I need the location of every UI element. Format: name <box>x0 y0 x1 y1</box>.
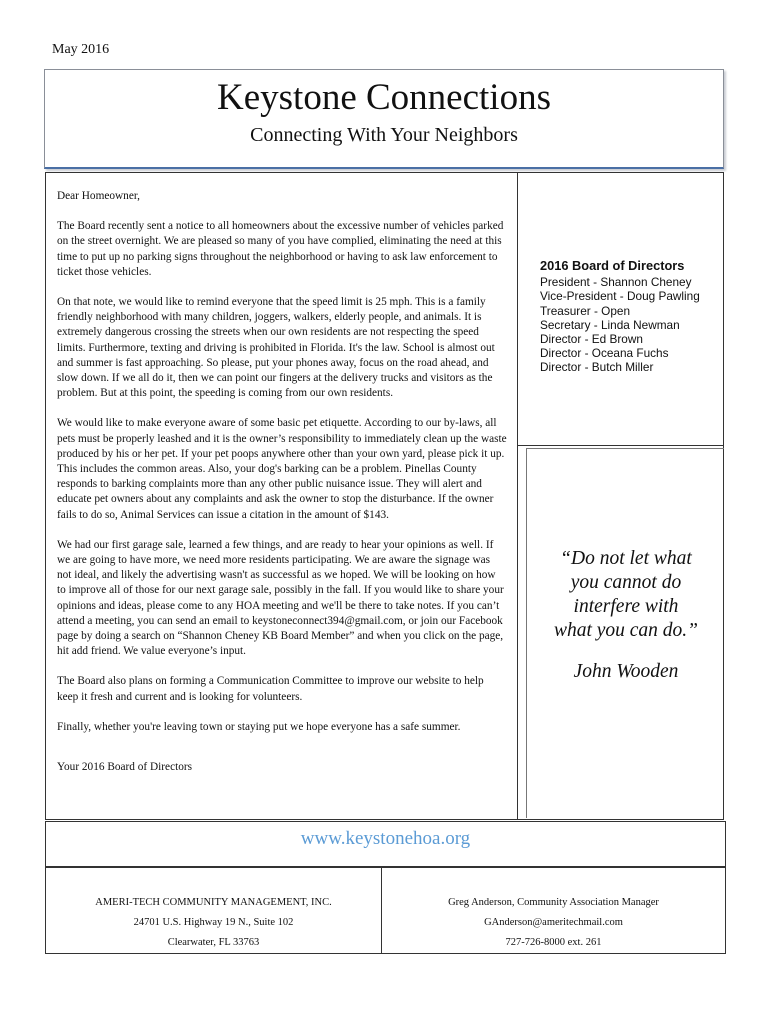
letter-paragraph: The Board also plans on forming a Communication Committee to improve our website to help keep it fresh and current and is looking for volunteers. <box>57 675 484 703</box>
letter-paragraph: The Board recently sent a notice to all homeowners about the excessive number of vehicles parked on the street overnight. We are pleased so many of you have complied, eliminating the need at this time to put up no parking signs throughout the neighborhood or having to ask law enforcement to ticket those vehicles. <box>57 220 504 278</box>
website-banner <box>45 821 726 867</box>
board-member: Secretary - Linda Newman <box>540 317 680 332</box>
quote-line: you cannot do <box>570 572 682 593</box>
quote-line: interfere with <box>573 596 679 617</box>
quote-box <box>518 446 724 820</box>
letter-paragraph: We would like to make everyone aware of some basic pet etiquette. According to our by-laws, all pets must be properly leashed and it is the owner’s responsibility to immediately clean up the waste produced by his or her pet. If your pet poops anywhere other than your own yard, please pick it up. This includes the common areas. Also, your dog's barking can be a problem. Pinellas County responds to barking complaints more than any other public nuisance issue. They will alert and educate pet owners about any complaints and ask the owner to stop the disturbance. If the owner fails to do so, Animal Services can issue a citation in the amount of $143. <box>57 417 507 521</box>
letter-paragraph: We had our first garage sale, learned a few things, and are ready to hear your opinions as well. If we are going to have more, we need more residents participating. We are aware the signage was not ideal, and likely the advertising wasn't as successful as we hoped. We will be looking on how to improve all of those for our next garage sale, possibly in the fall. If you would like to share your opinions and ideas, please come to any HOA meeting and we'll be there to take notes. If you can’t attend a meeting, you can send an email to keystoneconnect394@gmail.com, or join our Facebook page by doing a search on “Shannon Cheney KB Board Member” and when you click on the page, hit add friend. We value everyone’s input. <box>57 538 504 658</box>
board-member: President - Shannon Cheney <box>540 275 692 290</box>
management-company-info <box>46 868 382 953</box>
newsletter-title: Keystone Connections <box>217 77 551 118</box>
letter-paragraph: Dear Homeowner, <box>57 190 140 202</box>
quote-text <box>527 547 725 643</box>
board-member: Director - Butch Miller <box>540 360 654 375</box>
manager-phone: 727-726-8000 ext. 261 <box>505 937 602 948</box>
quote-line: what you can do.” <box>553 620 699 641</box>
board-member: Director - Oceana Fuchs <box>540 346 669 361</box>
board-member: Director - Ed Brown <box>540 332 643 347</box>
board-member: Treasurer - Open <box>540 303 631 318</box>
letter-paragraph: On that note, we would like to remind everyone that the speed limit is 25 mph. This is a family friendly neighborhood with many children, joggers, walkers, elderly people, and animals. It is extremely dangerous crossing the streets when our own residents are not respecting the speed limits. Furthermore, texting and driving is prohibited in Florida. It's the law. School is almost out and summer is fast approaching. So please, put your phones away, focus on the road ahead, and slow down. If we all do it, then we can point our fingers at the delivery trucks and visitors as the problem. But at this point, the speeding is coming from our own residents. <box>57 296 495 400</box>
board-of-directors <box>518 172 724 446</box>
contact-footer <box>45 867 726 954</box>
manager-contact-info <box>382 868 725 953</box>
letter-body <box>45 172 518 820</box>
company-city: Clearwater, FL 33763 <box>167 937 260 948</box>
website-link[interactable]: www.keystonehoa.org <box>300 828 471 849</box>
company-name: AMERI-TECH COMMUNITY MANAGEMENT, INC. <box>95 897 332 908</box>
quote-author: John Wooden <box>573 661 679 682</box>
company-address: 24701 U.S. Highway 19 N., Suite 102 <box>133 917 294 928</box>
board-heading: 2016 Board of Directors <box>540 258 685 273</box>
masthead <box>44 69 724 169</box>
manager-email[interactable]: GAnderson@ameritechmail.com <box>484 917 623 928</box>
letter-signoff: Your 2016 Board of Directors <box>57 761 193 774</box>
newsletter-subtitle: Connecting With Your Neighbors <box>250 124 518 146</box>
letter-paragraph: Finally, whether you're leaving town or staying put we hope everyone has a safe summer. <box>57 720 461 733</box>
manager-name: Greg Anderson, Community Association Manager <box>448 897 659 908</box>
quote-line: “Do not let what <box>560 548 692 569</box>
board-member: Vice-President - Doug Pawling <box>540 289 700 304</box>
date-line: May 2016 <box>52 42 110 57</box>
quote-panel <box>526 448 724 818</box>
